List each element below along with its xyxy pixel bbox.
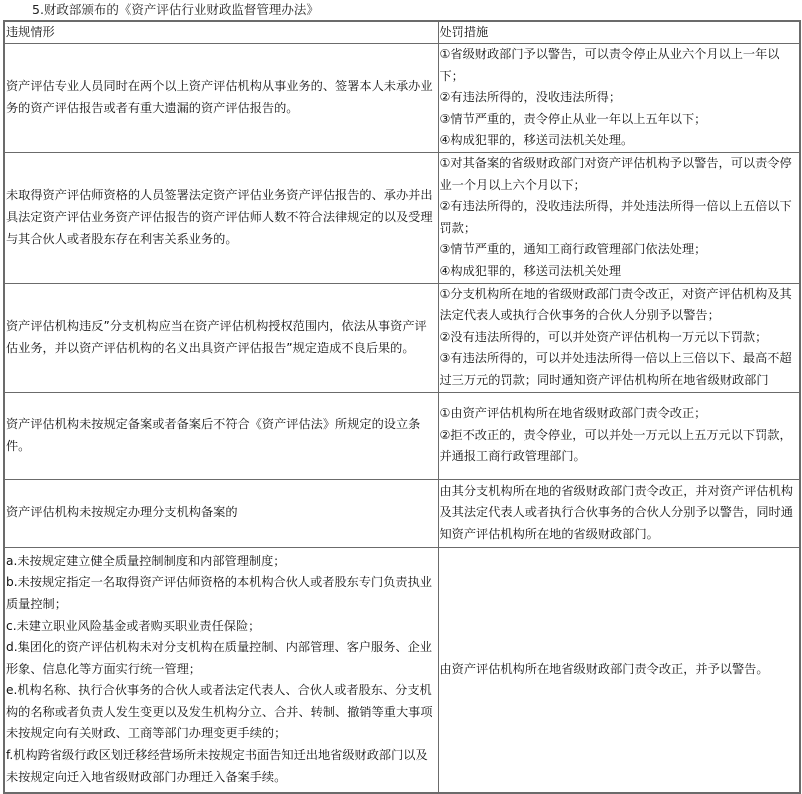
document-title: 5.财政部颁布的《资产评估行业财政监督管理办法》 <box>32 2 319 17</box>
penalty-item: ②有违法所得的，没收违法所得； <box>439 90 622 105</box>
table-row <box>4 44 800 153</box>
violation-cell <box>4 479 438 547</box>
header-violation: 违规情形 <box>4 21 438 44</box>
table-row <box>4 152 800 283</box>
penalty-item: 由资产评估机构所在地省级财政部门责令改正，并予以警告。 <box>439 661 769 676</box>
table-row <box>4 392 800 479</box>
violation-item: e.机构名称、执行合伙事务的合伙人或者法定代表人、合伙人或者股东、分支机构的名称或者负责人发生变更以及发生机构分立、合并、转制、撤销等重大事项未按规定向有关财政、工商等部门办理变更手续的； <box>6 683 433 741</box>
penalty-item: ③有违法所得的，可以并处违法所得一倍以上三倍以下、最高不超过三万元的罚款；同时通知资产评估机构所在地省级财政部门 <box>439 351 792 387</box>
penalty-item: ②没有违法所得的，可以并处资产评估机构一万元以下罚款； <box>439 329 768 344</box>
violation-text: 资产评估机构未按规定备案或者备案后不符合《资产评估法》所规定的设立条件。 <box>6 416 421 453</box>
penalty-item: ①由资产评估机构所在地省级财政部门责令改正； <box>439 406 707 421</box>
violation-cell <box>4 283 438 392</box>
table-row <box>4 547 800 793</box>
penalty-item: ④构成犯罪的，移送司法机关处理 <box>439 263 622 278</box>
header-penalty: 处罚措施 <box>438 21 800 44</box>
penalty-item: ③情节严重的，通知工商行政管理部门依法处理； <box>439 242 707 257</box>
penalty-cell <box>438 479 800 547</box>
penalty-item: ②拒不改正的，责令停业，可以并处一万元以上五万元以下罚款，并通报工商行政管理部门。 <box>439 427 792 464</box>
penalty-cell <box>438 152 800 283</box>
penalty-item: ①分支机构所在地的省级财政部门责令改正，对资产评估机构及其法定代表人或执行合伙事务的合伙人分别予以警告； <box>439 286 792 323</box>
violation-text: 资产评估机构未按规定办理分支机构备案的 <box>6 505 238 520</box>
penalty-cell <box>438 44 800 153</box>
violation-cell <box>4 152 438 283</box>
violation-item: f.机构跨省级行政区划迁移经营场所未按规定书面告知迁出地省级财政部门以及未按规定向迁入地省级财政部门办理迁入备案手续。 <box>6 748 428 784</box>
penalty-cell <box>438 283 800 392</box>
violation-cell <box>4 44 438 153</box>
penalty-item: ④构成犯罪的，移送司法机关处理。 <box>439 133 634 148</box>
penalty-item: ①对其备案的省级财政部门对资产评估机构予以警告，可以责令停业一个月以上六个月以下； <box>439 155 792 192</box>
table-row <box>4 479 800 547</box>
violation-item: b.未按规定指定一名取得资产评估师资格的本机构合伙人或者股东专门负责执业质量控制； <box>6 575 432 611</box>
penalty-cell <box>438 547 800 793</box>
penalty-item: ③情节严重的，责令停止从业一年以上五年以下； <box>439 111 707 126</box>
table-row <box>4 283 800 392</box>
penalty-item: 由其分支机构所在地的省级财政部门责令改正，并对资产评估机构及其法定代表人或者执行合伙事务的合伙人分别予以警告，同时通知资产评估机构所在地的省级财政部门。 <box>439 483 793 541</box>
violation-text: 资产评估机构违反”分支机构应当在资产评估机构授权范围内，依法从事资产评估业务，并以资产评估机构的名义出具资产评估报告”规定造成不良后果的。 <box>6 318 427 355</box>
violation-cell <box>4 547 438 793</box>
penalty-item: ①省级财政部门予以警告，可以责令停止从业六个月以上一年以下； <box>439 47 780 83</box>
violation-text: 资产评估专业人员同时在两个以上资产评估机构从事业务的、签署本人未承办业务的资产评估报告或者有重大遗漏的资产评估报告的。 <box>6 79 433 115</box>
violation-cell <box>4 392 438 479</box>
violation-item: d.集团化的资产评估机构未对分支机构在质量控制、内部管理、客户服务、企业形象、信息化等方面实行统一管理； <box>6 640 432 676</box>
violation-text: 未取得资产评估师资格的人员签署法定资产评估业务资产评估报告的、承办并出具法定资产评估业务资产评估报告的资产评估师人数不符合法律规定的以及受理与其合伙人或者股东存在利害关系业务的。 <box>6 188 433 246</box>
penalty-cell <box>438 392 800 479</box>
violation-item: a.未按规定建立健全质量控制制度和内部管理制度； <box>6 553 286 568</box>
violation-item: c.未建立职业风险基金或者购买职业责任保险； <box>6 618 261 633</box>
violation-penalty-table <box>3 20 801 794</box>
table-header-row <box>4 21 800 44</box>
penalty-item: ②有违法所得的，没收违法所得，并处违法所得一倍以上五倍以下罚款； <box>439 199 792 235</box>
